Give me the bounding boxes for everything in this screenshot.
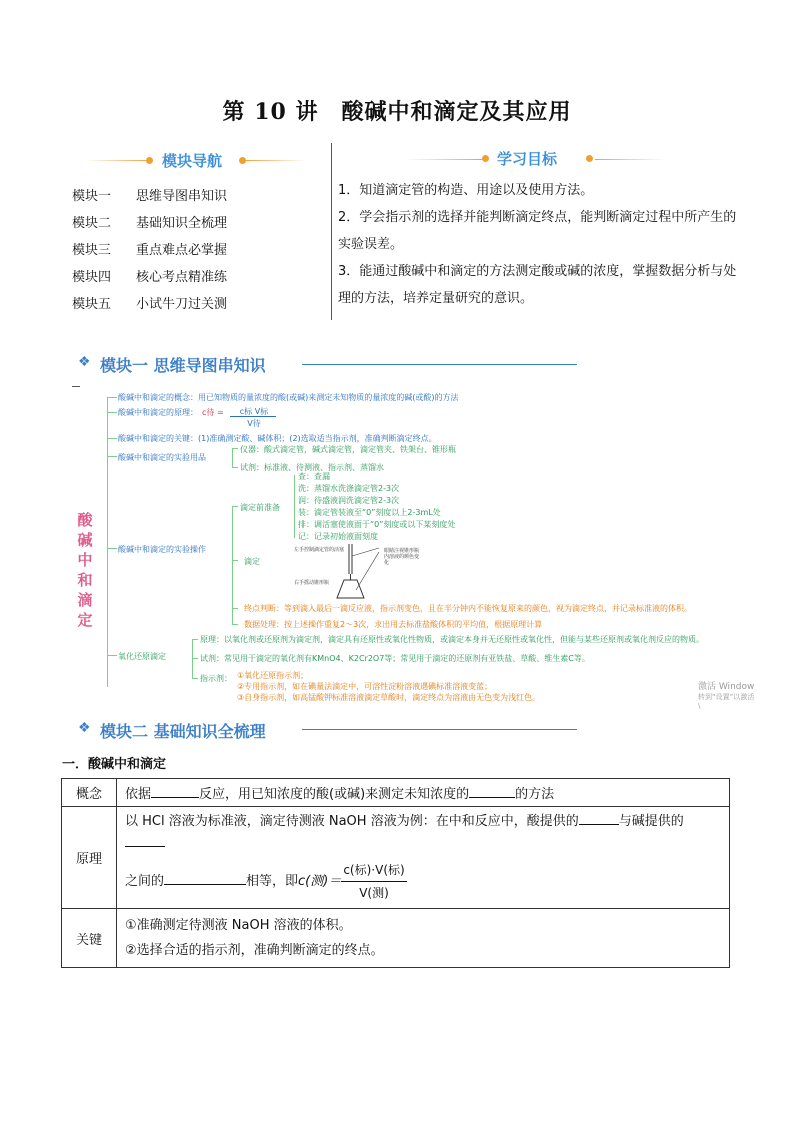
formula-fraction: $\frac{\text{c(标)·V(标)}}{\text{V(测)}}$ (341, 859, 406, 904)
fill-blank[interactable] (579, 824, 619, 825)
nav-item[interactable]: 模块一 思维导图串知识 (72, 189, 228, 204)
indicator-item: ①氧化还原指示剂； (237, 671, 309, 680)
nav-item[interactable]: 模块三 重点难点必掌握 (72, 243, 228, 258)
fill-blank[interactable] (125, 846, 165, 847)
watermark: 转到“设置”以激活 \ (698, 693, 755, 710)
nav-heading: 模块导航 (162, 152, 223, 170)
redox-principle: 原理：以氧化剂或还原剂为滴定剂，滴定具有还原性或氧化性物质，或滴定本身并无还原性或氧化性，但能与某些还原剂或氧化剂反应的物质。 (200, 635, 704, 644)
table-row (62, 807, 730, 909)
fill-blank[interactable] (151, 797, 199, 798)
dot-icon (239, 157, 246, 164)
reagents-node: 试剂：标准液、待测液、指示剂、蒸馏水 (240, 463, 384, 472)
dot-icon (586, 155, 593, 162)
instruments-node: 仪器：酸式滴定管，碱式滴定管，滴定管夹、铁架台、锥形瓶 (240, 445, 456, 454)
divider (302, 729, 577, 730)
prep-step: 润：待盛液润洗滴定管2-3次 (298, 496, 400, 505)
prep-step: 查：查漏 (298, 472, 330, 481)
figure-caption: 左手控制滴定管的活塞 (294, 547, 345, 553)
fill-blank[interactable] (469, 797, 515, 798)
diamond-icon: ❖ (78, 354, 91, 370)
key-item: ①准确测定待测液 NaOH 溶液的体积。 (125, 918, 352, 933)
formula-lhs: c(测)＝ (298, 874, 342, 889)
prep-step: 排：调活塞使液面于“0”刻度或以下某刻度处 (298, 520, 456, 529)
mind-map (72, 382, 757, 710)
prep-node: 滴定前准备 (240, 503, 280, 512)
formula-lhs: c待 = (202, 408, 224, 417)
redox-reagent: 试剂：常见用于滴定的氧化剂有KMnO4、K2Cr2O7等；常见用于滴定的还原剂有亚铁盐、草酸、维生素C等。 (200, 654, 590, 663)
divider (302, 364, 577, 365)
prep-step: 记：记录初始液面刻度 (298, 532, 378, 541)
divider (405, 159, 483, 160)
titration-figure (334, 542, 394, 602)
endpoint-node: 终点判断：等到滴入最后一滴反应液，指示剂变色，且在半分钟内不能恢复原来的颜色，视为滴定终点，并记录标准液的体积。 (244, 604, 692, 613)
dot-icon (146, 157, 153, 164)
table-cell (117, 909, 730, 968)
goal-item: 2．学会指示剂的选择并能判断滴定终点，能判断滴定过程中所产生的实验误差。 (338, 210, 737, 252)
table-row (62, 909, 730, 968)
key-item: ②选择合适的指示剂，准确判断滴定的终点。 (125, 943, 384, 958)
nav-item[interactable]: 模块五 小试牛刀过关测 (72, 297, 228, 312)
column-divider (331, 143, 332, 320)
goal-item: 3．能通过酸碱中和滴定的方法测定酸或碱的浓度，掌握数据分析与处理的方法，培养定量研究的意识。 (338, 264, 737, 306)
diamond-icon: ❖ (78, 720, 91, 736)
concept-node: 酸碱中和滴定的概念：用已知物质的量浓度的酸(或碱)来测定未知物质的量浓度的碱(或酸)的方法 (118, 393, 459, 402)
items-node: 酸碱中和滴定的实验用品 (118, 453, 206, 462)
titrate-node: 滴定 (244, 557, 260, 566)
formula-numerator: c标 V标 (239, 407, 269, 416)
prep-step: 洗：蒸馏水洗涤滴定管2-3次 (298, 484, 400, 493)
divider (595, 159, 665, 160)
figure-caption: 眼睛注视锥形瓶内溶液的颜色变化 (384, 548, 420, 566)
table-cell: 以 HCl 溶液为标准液，滴定待测液 NaOH 溶液为例：在中和反应中，酸提供的 与碱提供的 之间的 相等，即c(测)＝ $\frac{\text{c(标)·V(标)}}{\text{V(测)}}$ (117, 807, 730, 909)
data-node: 数据处理：按上述操作重复2～3次，求出用去标准盐酸体积的平均值，根据原理计算 (244, 620, 543, 629)
row-header: 原理 (62, 807, 117, 909)
key-node: 酸碱中和滴定的关键：(1)准确测定酸、碱体积；(2)选取适当指示剂，准确判断滴定终点。 (118, 434, 437, 443)
figure-caption: 右手摇动锥形瓶 (294, 580, 330, 586)
page-title: 第 10 讲 酸碱中和滴定及其应用 (222, 99, 572, 125)
row-header: 概念 (62, 779, 117, 807)
module1-heading: 模块一 思维导图串知识 (100, 356, 266, 375)
mind-map-root: 酸碱中和滴定 (77, 511, 93, 629)
divider (85, 160, 150, 161)
table-cell: 依据 反应，用已知浓度的酸(或碱)来测定未知浓度的 的方法 (117, 779, 730, 807)
redox-node: 氧化还原滴定 (118, 652, 166, 661)
goals-heading: 学习目标 (497, 150, 558, 168)
fill-blank[interactable] (164, 884, 246, 885)
indicator-item: ②专用指示剂，如在碘量法滴定中，可溶性淀粉溶液遇碘标准溶液变蓝； (237, 682, 493, 691)
watermark: 激活 Window (698, 682, 755, 692)
summary-table (61, 778, 730, 968)
nav-item[interactable]: 模块四 核心考点精准练 (72, 270, 228, 285)
goal-item: 1．知道滴定管的构造、用途以及使用方法。 (338, 183, 594, 198)
divider (246, 160, 306, 161)
nav-item[interactable]: 模块二 基础知识全梳理 (72, 216, 228, 231)
indicator-node: 指示剂： (200, 674, 232, 683)
table-row (62, 779, 730, 807)
module2-heading: 模块二 基础知识全梳理 (100, 722, 266, 741)
principle-node: 酸碱中和滴定的原理： (118, 408, 198, 417)
dot-icon (482, 155, 489, 162)
operation-node: 酸碱中和滴定的实验操作 (118, 545, 206, 554)
indicator-item: ③自身指示剂，如高锰酸钾标准溶液滴定草酸时，滴定终点为溶液由无色变为浅红色。 (237, 693, 541, 702)
row-header: 关键 (62, 909, 117, 968)
subsection-title: 一．酸碱中和滴定 (62, 757, 167, 772)
formula-denominator: V待 (247, 419, 261, 428)
prep-step: 装：滴定管装液至“0”刻度以上2-3mL处 (298, 508, 441, 517)
